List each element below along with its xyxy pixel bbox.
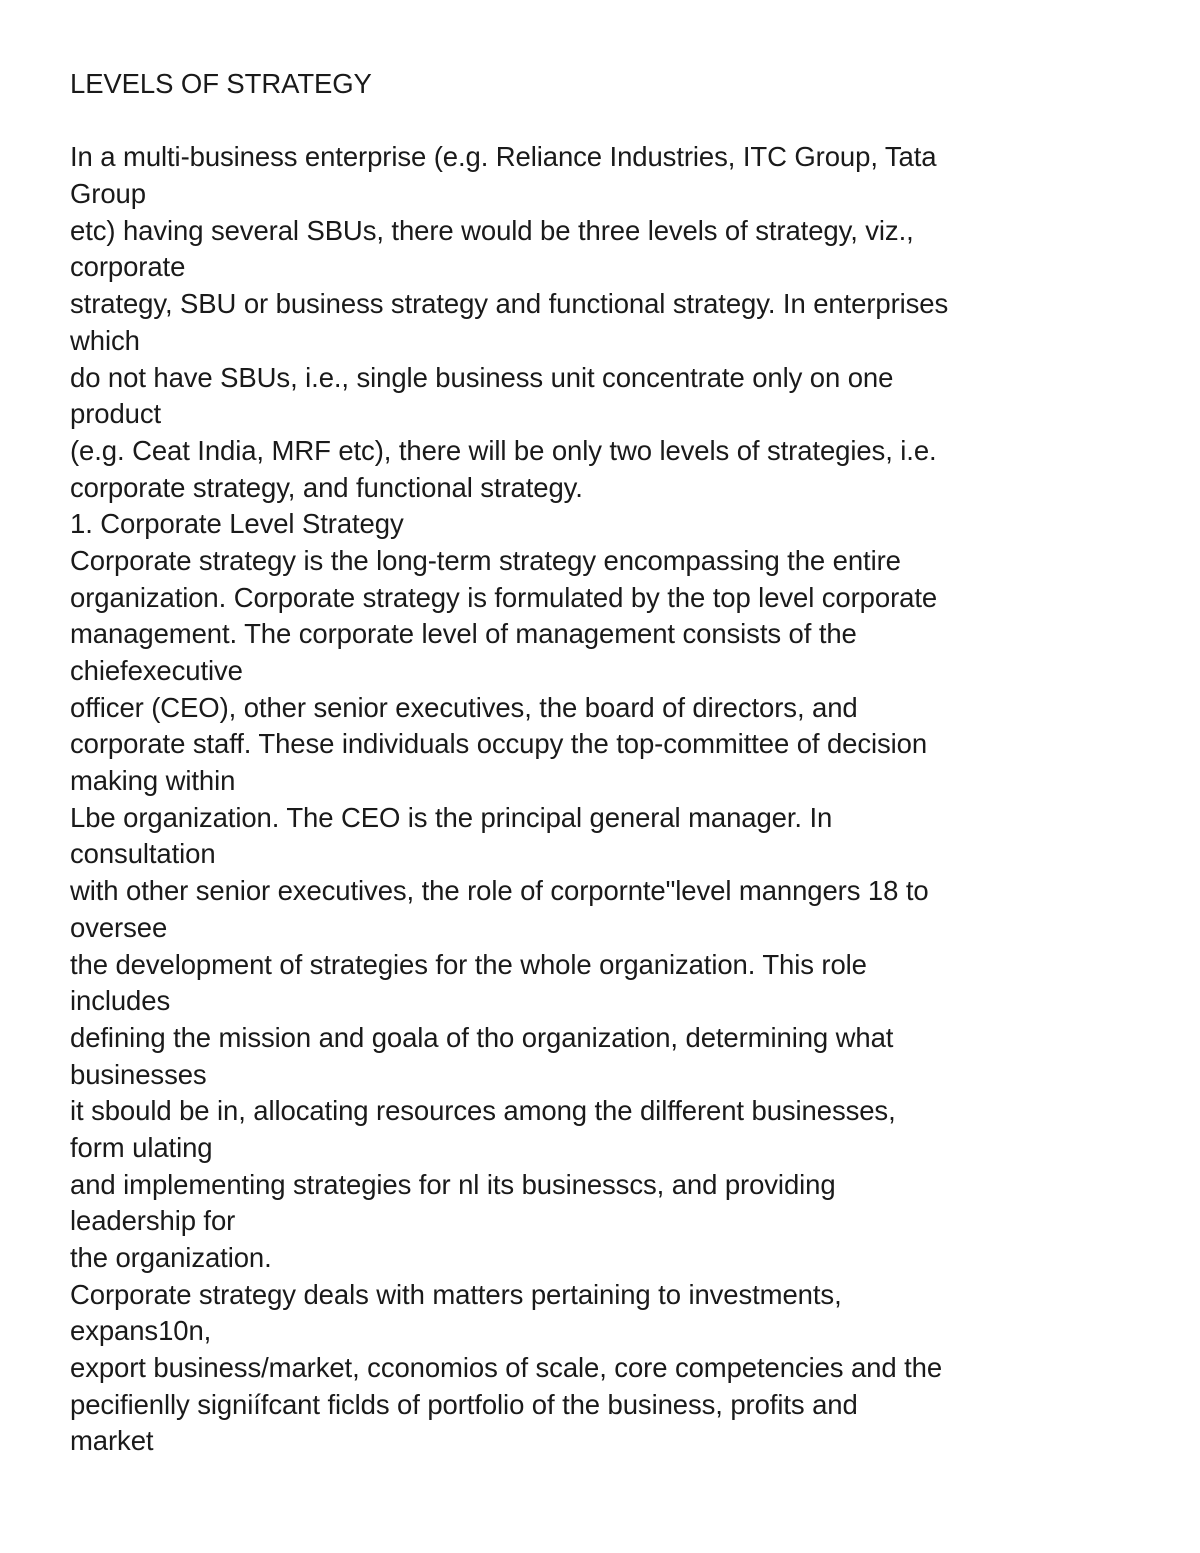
text-line: corporate strategy, and functional strategy. [70, 471, 583, 503]
text-line: Lbe organization. The CEO is the principal general manager. In [70, 801, 833, 833]
text-line: defining the mission and goala of tho organization, determining what [70, 1021, 894, 1053]
text-line: the organization. [70, 1242, 272, 1273]
text-line: the development of strategies for the whole organization. This role [70, 948, 867, 980]
document-title: LEVELS OF STRATEGY [70, 68, 372, 99]
text-line: form ulating [70, 1131, 213, 1163]
text-line: which [70, 324, 140, 356]
text-line: and implementing strategies for nl its businesscs, and providing [70, 1168, 836, 1200]
text-line: making within [70, 765, 236, 797]
text-line: with other senior executives, the role of corpornte"level manngers 18 to [70, 875, 929, 907]
text-line: export business/market, cconomios of scale, core competencies and the [70, 1352, 943, 1384]
text-line: pecifienlly signiífcant ficlds of portfolio of the business, profits and [70, 1388, 858, 1420]
text-line: leadership for [70, 1205, 236, 1237]
text-line: (e.g. Ceat India, MRF etc), there will be only two levels of strategies, i.e. [70, 434, 937, 466]
text-line: management. The corporate level of management consists of the [70, 618, 857, 650]
text-line: Group [70, 178, 146, 210]
text-line: corporate staff. These individuals occupy the top-committee of decision [70, 728, 928, 760]
text-line: In a multi-business enterprise (e.g. Reliance Industries, ITC Group, Tata [70, 141, 937, 173]
text-line: officer (CEO), other senior executives, the board of directors, and [70, 691, 858, 723]
text-line: expans10n, [70, 1315, 212, 1347]
text-line: consultation [70, 838, 216, 870]
text-line: market [70, 1425, 154, 1457]
text-line: do not have SBUs, i.e., single business unit concentrate only on one [70, 361, 894, 393]
text-line: chiefexecutive [70, 655, 243, 686]
text-line: it sbould be in, allocating resources among the dilfferent businesses, [70, 1095, 896, 1127]
paragraph-gap [70, 103, 1150, 140]
text-line: includes [70, 985, 171, 1017]
text-line: organization. Corporate strategy is formulated by the top level corporate [70, 581, 938, 613]
text-line: product [70, 398, 162, 430]
text-line: oversee [70, 911, 168, 943]
text-line: Corporate strategy deals with matters pertaining to investments, [70, 1278, 842, 1310]
document-page [70, 66, 1150, 1460]
section-heading: 1. Corporate Level Strategy [70, 508, 404, 540]
text-line: strategy, SBU or business strategy and functional strategy. In enterprises [70, 288, 949, 320]
text-line: etc) having several SBUs, there would be three levels of strategy, viz., [70, 214, 914, 246]
text-line: corporate [70, 251, 186, 283]
text-line: businesses [70, 1058, 207, 1090]
text-line: Corporate strategy is the long-term strategy encompassing the entire [70, 544, 901, 576]
